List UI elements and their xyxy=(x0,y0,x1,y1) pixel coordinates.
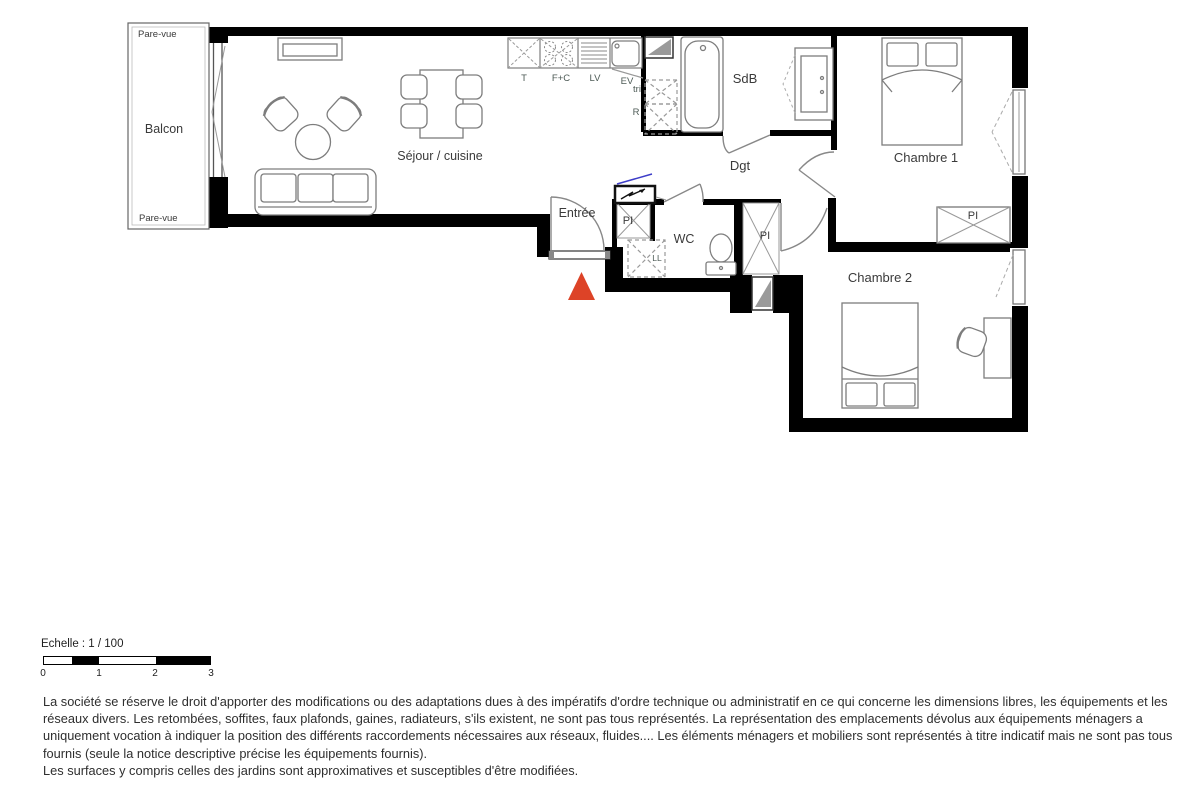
chambre1-door-swing xyxy=(799,152,834,170)
fridge-box xyxy=(645,104,677,134)
vanity-swing-2 xyxy=(783,84,795,113)
room-label-balcon: Balcon xyxy=(144,122,184,136)
sofa-cushion-1 xyxy=(261,174,296,202)
entry-door-swing xyxy=(551,197,604,250)
chambre2-furniture xyxy=(842,303,1011,408)
entry-door-sill-cap-right xyxy=(605,251,610,259)
wall-sdb-bottom-right xyxy=(770,130,834,136)
legal-disclaimer xyxy=(43,693,1183,779)
label-pare-vue-bottom: Pare-vue xyxy=(139,213,178,224)
wall-living-bottom xyxy=(213,214,539,227)
kitchen xyxy=(508,37,677,134)
closet-label-entry: PI xyxy=(622,215,634,227)
vanity-swing-1 xyxy=(783,55,795,84)
chambre1-furniture xyxy=(882,38,1010,243)
appliance-label-t: T xyxy=(521,73,527,84)
wall-shaft-left xyxy=(730,275,752,313)
scale-ticks xyxy=(0,668,260,682)
vanity-faucet-1 xyxy=(821,77,824,80)
living-furniture xyxy=(255,38,482,215)
scale-tick-3: 3 xyxy=(208,668,214,679)
legal-paragraph: La société se réserve le droit d'apporter des modifications ou des adaptations dues à des impératifs d'ordre technique ou administratif en ce qui concerne les dimensions libres, les équipements et les réseaux divers. Les retombées, soffites, faux plafonds, gaines, radiateurs, s'ils existent, ne sont pas tous représentés. La représentation des emplacements dévolus aux équipements ménagers a uniquement vocation à indiquer la position des différents raccordements nécessaires aux réseaux, fluides.... Les éléments ménagers et mobiliers sont représentés à titre indicatif mais ne sont pas tous fournis (seule la notice descriptive précise les équipements fournis). xyxy=(43,694,1173,761)
kitchen-counter xyxy=(508,38,642,68)
chambre1-door-leaf xyxy=(799,170,835,197)
sofa-cushion-2 xyxy=(298,174,333,202)
scale-bar xyxy=(43,656,211,665)
window-cut-balcony xyxy=(209,43,228,177)
wc-door-leaf xyxy=(664,184,700,202)
toilet-button xyxy=(720,267,723,270)
room-label-chambre2: Chambre 2 xyxy=(847,270,913,285)
room-label-wc: WC xyxy=(673,232,695,246)
chambre2-desk xyxy=(984,318,1011,378)
armchair-left xyxy=(261,94,301,134)
wall-wc-bottom xyxy=(612,278,738,292)
electrical-panel xyxy=(615,186,655,203)
scale-caption: Echelle : 1 / 100 xyxy=(41,638,124,650)
room-label-chambre1: Chambre 1 xyxy=(893,150,959,165)
wc-fixtures xyxy=(706,234,736,275)
wall-entree-left xyxy=(537,214,550,257)
entrance-arrow xyxy=(568,272,595,300)
wc-door-swing xyxy=(700,184,703,202)
appliance-label-ll: LL xyxy=(652,253,662,263)
coffee-table xyxy=(296,125,331,160)
bathtub-inner xyxy=(685,41,719,128)
wall-right xyxy=(1012,27,1028,432)
dining-chair-4 xyxy=(456,104,482,128)
armchair-right xyxy=(324,94,364,134)
wall-pi2-top xyxy=(740,199,781,203)
scale-bar-segment-1 xyxy=(72,657,99,664)
toilet-bowl xyxy=(710,234,732,262)
scale-tick-1: 1 xyxy=(96,668,102,679)
scale-tick-2: 2 xyxy=(152,668,158,679)
vanity-faucet-2 xyxy=(821,91,824,94)
tri-box xyxy=(645,80,677,104)
chambre1-pillow-2 xyxy=(926,43,957,66)
wall-top xyxy=(210,27,1028,36)
closet-label-hall: PI xyxy=(759,230,771,242)
dining-chair-3 xyxy=(456,75,482,99)
wall-pi1-right xyxy=(650,199,655,241)
room-label-entree: Entrée xyxy=(558,206,596,220)
room-label-sejour-cuisine: Séjour / cuisine xyxy=(397,149,483,163)
vanity-inner xyxy=(801,56,827,112)
closet-label-chambre1: PI xyxy=(967,210,979,222)
wall-balcony-top xyxy=(209,27,228,44)
sofa-cushion-3 xyxy=(333,174,368,202)
bathtub-faucet xyxy=(701,46,706,51)
legal-surfaces-note: Les surfaces y compris celles des jardins sont approximatives et susceptibles d'être modifiées. xyxy=(43,762,579,778)
appliance-label-fc: F+C xyxy=(551,73,571,84)
entry-door-sill xyxy=(549,251,610,259)
appliance-label-ev: EV xyxy=(620,76,634,87)
scale-tick-0: 0 xyxy=(40,668,46,679)
wall-chambre2-left xyxy=(789,300,803,425)
chambre2-pillow-1 xyxy=(846,383,877,406)
chambre2-pillow-2 xyxy=(884,383,915,406)
label-pare-vue-top: Pare-vue xyxy=(138,29,177,40)
entry-door-sill-cap-left xyxy=(549,251,554,259)
sdb-door-swing xyxy=(723,136,729,153)
chambre1-pillow-1 xyxy=(887,43,918,66)
wall-chambre2-bottom xyxy=(789,418,1028,432)
chambre1-window-swing-2 xyxy=(992,132,1012,172)
dining-chair-1 xyxy=(401,75,427,99)
room-label-sdb: SdB xyxy=(732,71,758,86)
electrical-panel-blue-line xyxy=(617,174,652,184)
room-label-dgt: Dgt xyxy=(729,158,751,173)
appliance-label-r: R xyxy=(632,107,640,118)
wall-entree-pi-divider xyxy=(612,199,617,257)
sdb-door-leaf xyxy=(729,135,770,153)
appliance-label-tri: tri xyxy=(633,84,641,95)
wall-chambre1-left-bottom xyxy=(828,198,836,246)
chambre1-window-swing-1 xyxy=(992,92,1012,132)
appliance-label-lv: LV xyxy=(589,73,601,84)
sideboard-inner xyxy=(283,44,337,56)
dining-chair-2 xyxy=(401,104,427,128)
chambre2-door-swing xyxy=(781,208,827,251)
scale-bar-segment-2 xyxy=(156,657,210,664)
